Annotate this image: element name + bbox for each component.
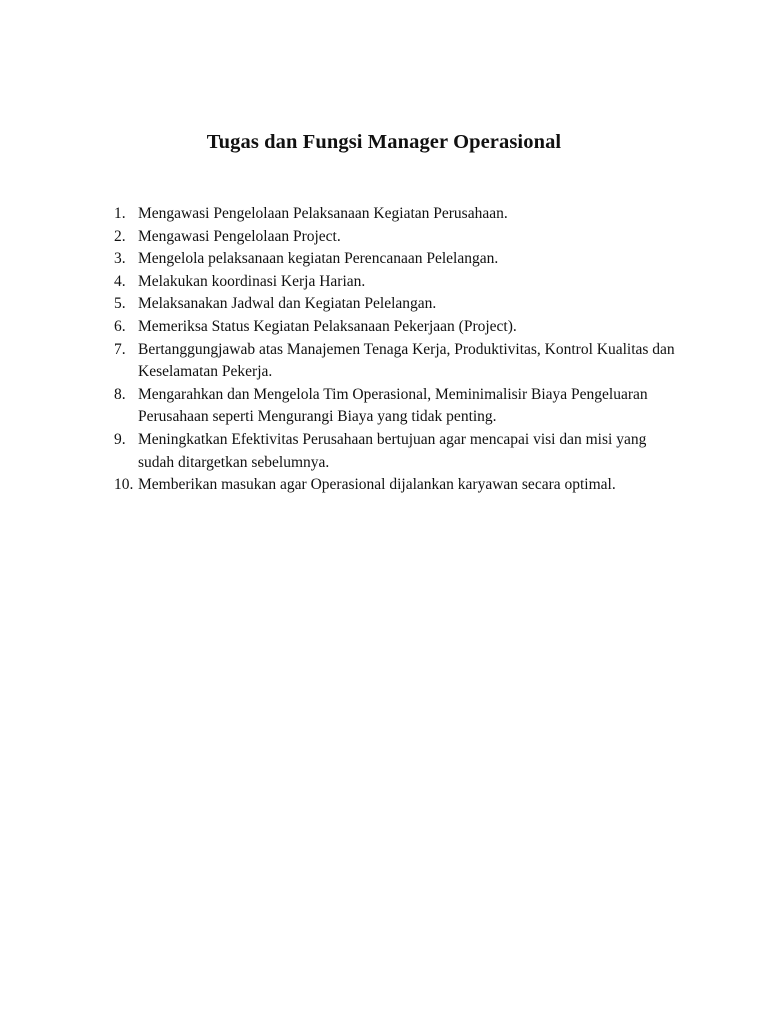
list-item-number: 10. bbox=[114, 476, 134, 494]
list-item bbox=[114, 271, 684, 294]
list-item bbox=[114, 316, 684, 339]
duties-list bbox=[114, 203, 684, 497]
list-item-text: Mengawasi Pengelolaan Project. bbox=[138, 227, 341, 245]
list-item-number: 3. bbox=[114, 250, 126, 268]
list-item bbox=[114, 203, 684, 226]
list-item-text: Meningkatkan Efektivitas Perusahaan bertujuan agar mencapai visi dan misi yang sudah ditargetkan sebelumnya. bbox=[138, 430, 647, 471]
list-item-text: Mengelola pelaksanaan kegiatan Perencanaan Pelelangan. bbox=[138, 250, 499, 268]
list-item bbox=[114, 293, 684, 316]
list-item-number: 4. bbox=[114, 272, 126, 290]
list-item-text: Bertanggungjawab atas Manajemen Tenaga Kerja, Produktivitas, Kontrol Kualitas dan Keselamatan Pekerja. bbox=[138, 340, 675, 381]
list-item-text: Melaksanakan Jadwal dan Kegiatan Pelelangan. bbox=[138, 295, 437, 313]
list-item bbox=[114, 429, 684, 474]
list-item-number: 1. bbox=[114, 205, 126, 222]
list-item-text: Memberikan masukan agar Operasional dijalankan karyawan secara optimal. bbox=[138, 476, 616, 494]
list-item-number: 2. bbox=[114, 227, 126, 245]
list-item bbox=[114, 474, 684, 497]
list-item-text: Memeriksa Status Kegiatan Pelaksanaan Pekerjaan (Project). bbox=[138, 317, 517, 335]
list-item-number: 5. bbox=[114, 295, 126, 313]
document-title: Tugas dan Fungsi Manager Operasional bbox=[206, 131, 562, 153]
list-item-text: Mengawasi Pengelolaan Pelaksanaan Kegiatan Perusahaan. bbox=[138, 205, 508, 222]
list-item bbox=[114, 384, 684, 429]
list-item bbox=[114, 248, 684, 271]
list-item-number: 8. bbox=[114, 385, 126, 403]
list-item-number: 9. bbox=[114, 430, 126, 448]
list-item-number: 7. bbox=[114, 340, 126, 358]
list-item-text: Melakukan koordinasi Kerja Harian. bbox=[138, 272, 366, 290]
list-item bbox=[114, 339, 684, 384]
list-item bbox=[114, 226, 684, 249]
list-item-number: 6. bbox=[114, 317, 126, 335]
list-item-text: Mengarahkan dan Mengelola Tim Operasional, Meminimalisir Biaya Pengeluaran Perusahaan seperti Mengurangi Biaya yang tidak penting. bbox=[138, 385, 648, 426]
